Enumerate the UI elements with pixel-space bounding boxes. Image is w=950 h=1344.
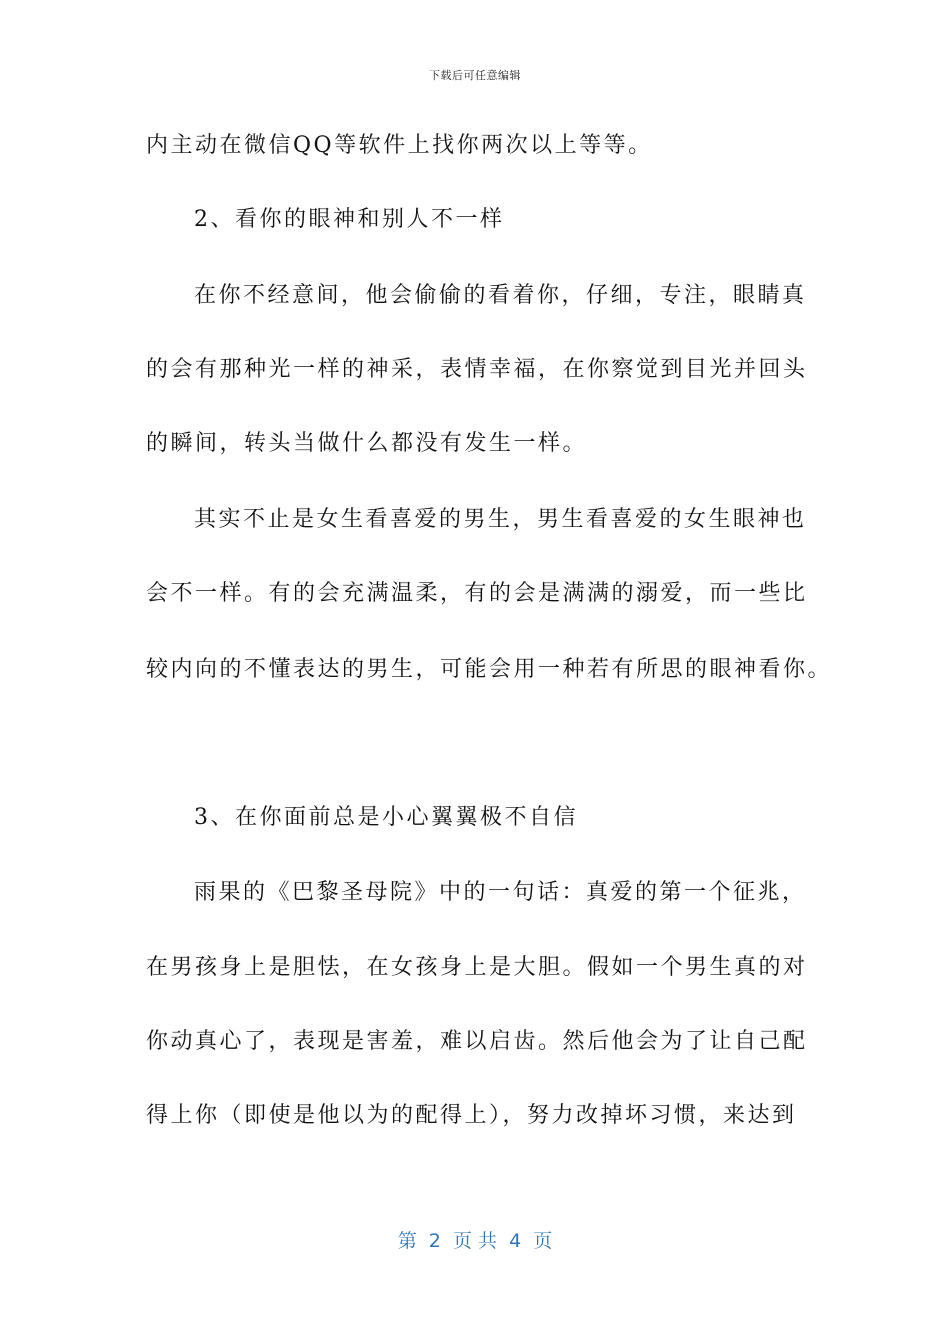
body-line: 较内向的不懂表达的男生，可能会用一种若有所思的眼神看你。 bbox=[146, 657, 833, 682]
body-line: 其实不止是女生看喜爱的男生，男生看喜爱的女生眼神也 bbox=[194, 507, 807, 532]
section-heading: 3、在你面前总是小心翼翼极不自信 bbox=[194, 805, 578, 830]
body-line: 在男孩身上是胆怯，在女孩身上是大胆。假如一个男生真的对 bbox=[146, 955, 808, 980]
body-line: 会不一样。有的会充满温柔，有的会是满满的溺爱，而一些比 bbox=[146, 581, 808, 606]
body-line: 你动真心了，表现是害羞，难以启齿。然后他会为了让自己配 bbox=[146, 1029, 808, 1054]
body-line: 雨果的《巴黎圣母院》中的一句话：真爱的第一个征兆， bbox=[194, 880, 807, 905]
page-header: 下载后可任意编辑 bbox=[429, 69, 521, 82]
section-heading: 2、看你的眼神和别人不一样 bbox=[194, 207, 505, 232]
body-line: 的瞬间，转头当做什么都没有发生一样。 bbox=[146, 431, 588, 456]
body-line: 的会有那种光一样的神采，表情幸福，在你察觉到目光并回头 bbox=[146, 357, 808, 382]
body-line: 在你不经意间，他会偷偷的看着你，仔细，专注，眼睛真 bbox=[194, 283, 807, 308]
body-line: 内主动在微信QQ等软件上找你两次以上等等。 bbox=[146, 133, 653, 158]
body-line: 得上你（即使是他以为的配得上），努力改掉坏习惯，来达到 bbox=[146, 1103, 797, 1128]
page-number-footer: 第 2 页 共 4 页 bbox=[397, 1230, 553, 1252]
